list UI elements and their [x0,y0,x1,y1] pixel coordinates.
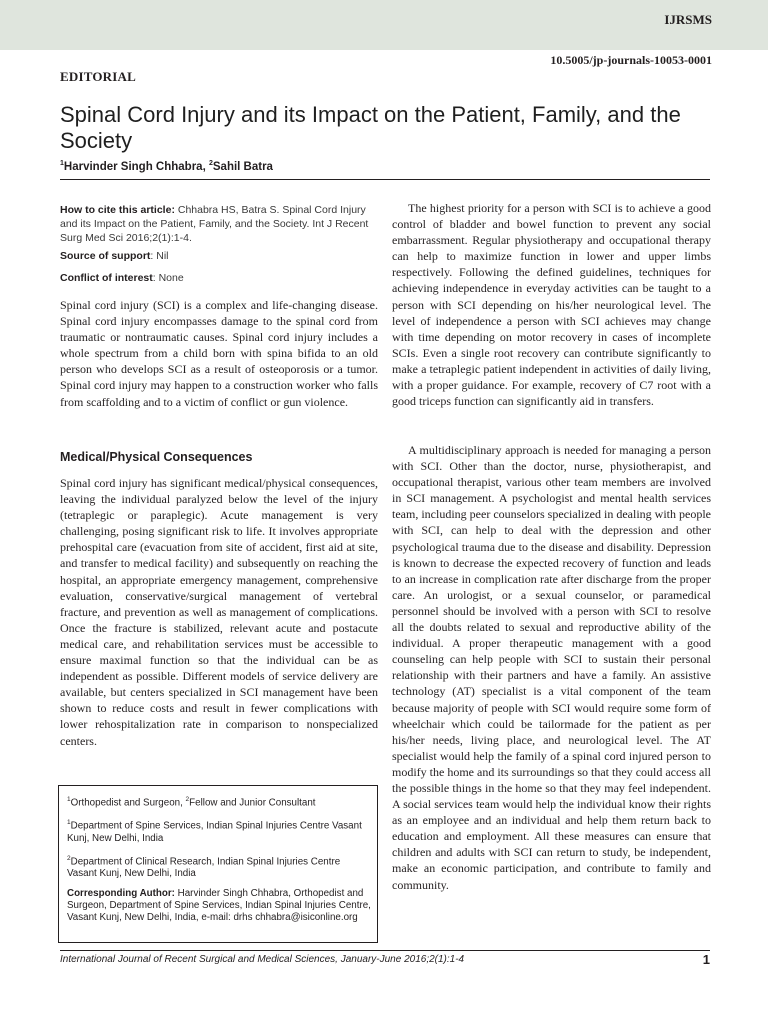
affiliation-text: Department of Spine Services, Indian Spinal Injuries Centre Vasant Kunj, New Delhi, India [67,820,362,844]
footer-journal: International Journal of Recent Surgical and Medical Sciences, January-June 2016;2(1):1-4 [60,954,465,965]
affiliation-1 [67,817,371,844]
role-text: Fellow and Junior Consultant [189,797,316,809]
authors [60,160,273,173]
doi[interactable]: 10.5005/jp-journals-10053-0001 [550,53,712,67]
conflict-of-interest [60,271,380,285]
citation-block [60,203,380,245]
article-title: Spinal Cord Injury and its Impact on the Patient, Family, and the Society [60,102,681,153]
journal-abbreviation: IJRSMS [664,12,712,27]
corresponding-author [67,888,371,924]
affiliation-roles [67,794,371,809]
affiliation-box [58,785,378,943]
source-of-support [60,249,380,263]
conflict-label: Conflict of interest [60,272,153,284]
page-number: 1 [702,952,710,967]
header-band [0,0,768,50]
corresponding-label: Corresponding Author: [67,887,175,899]
title-divider [60,179,710,180]
citation-label: How to cite this article: [60,204,175,216]
affil-mark: 2 [67,854,71,862]
author2-affil-mark: 2 [208,160,213,167]
support-value: : Nil [150,250,169,262]
footer-divider [60,950,710,951]
intro-paragraph: Spinal cord injury (SCI) is a complex and life-changing disease. Spinal cord injury encompasses damage to the spinal cord from traumatic or nontraumatic causes. Spinal cord injury includes a whole spectrum from a child born with spina bifida to an old person who develops SCI as a result of osteoporosis or a tumor. Spinal cord injury may happen to a construction worker who falls from scaffolding and to a victim of conflict or gun violence. [60,298,378,409]
affiliation-2 [67,853,371,880]
author2: Sahil Batra [212,160,273,173]
author1-affil-mark: 1 [60,160,64,167]
affil-mark: 1 [67,796,71,803]
conflict-value: : None [152,272,184,284]
support-label: Source of support [60,250,151,262]
citation-text: Chhabra HS, Batra S. Spinal Cord Injury and its Impact on the Patient, Family, and the Society. Int J Recent Surg Med Sci 2016;2(1):1-4. [60,204,369,244]
medical-paragraph: Spinal cord injury has significant medical/physical consequences, leaving the individual paralyzed below the level of the injury (tetraplegic or paraplegic). Acute management is very challenging, posing significant risk to life. It involves appropriate prehospital care (evacuation from site of accident, first aid at site, and transfer to medical facility) and subsequently on reaching the hospital, an appropriate emergency management, comprehensive evaluation, conservative/surgical management of vertebral fracture, and prevention as well as management of complications. Once the fracture is stabilized, relevant acute and postacute medical care, and rehabilitation services must be accessible to ensure maximal function so that the individual can be as independent as possible. Different models of service delivery are available, but centers specialized in SCI management have been shown to reduce costs and result in fewer complications with lower rehospitalization rate in comparison to nonspecialized centers. [60,476,378,748]
right-paragraph-1: The highest priority for a person with SCI is to achieve a good control of bladder and bowel function to prevent any social embarrassment. Regular physiotherapy and occupational therapy can help to maximize function in lower and upper limbs respectively. Following the defined guidelines, techniques for achieving independence in everyday activities can be taught to a person with SCI depending on his/her neurological level. The level of independence a person with SCI achieves may change with time depending on motor recovery in cases of incomplete SCIs. Even a single root recovery can contribute significantly to make a tetraplegic patient independent in activities of daily living, with a proper guidance. For example, recovery of C7 root with a good triceps function can significantly aid in transfers. [392,201,711,409]
corresponding-text: Harvinder Singh Chhabra, Orthopedist and Surgeon, Department of Spine Services, Indian Spinal Injuries Centre, Vasant Kunj, New Delhi, India, e-mail: drhs chhabra@isiconline.org [67,887,371,923]
affiliation-text: Department of Clinical Research, Indian Spinal Injuries Centre Vasant Kunj, New Delhi, India [67,855,341,879]
author1: Harvinder Singh Chhabra, [63,160,209,173]
right-paragraph-2: A multidisciplinary approach is needed for managing a person with SCI. Other than the doctor, nurse, physiotherapist, and occupational therapist, various other team members are involved in SCI management. A psychologist and mental health services team, including peer counselors specialized in dealing with people with SCI, can help to deal with the depression and other psychological trauma due to the disease and disability. Depression is known to decrease the expected recovery of function and leads to an increase in complication rate after discharge from the proper care. An urologist, or a sexual counselor, or paramedical personnel should be involved with a person with SCI to resolve all the doubts related to sexual and reproductive ability of the individual. A proper therapeutic management with a good counseling can help people with SCI to sustain their personal relationship with their partners and have a family. An assistive technology (AT) specialist is a vital component of the team because majority of people with SCI would require some form of wheelchair which could be tailormade for the patient as per his/her needs, living place, and neurological level. The AT specialist would help the family of a spinal cord injured person to modify the home and its surroundings so that they could access all the possible things in the home so that they may feel independent. A social services team would help the individual know their rights as an employee and an individual and help them return back to education and employment. All these measures can ensure that children and adults with SCI can return to study, be independent, make an economic participation, and contribute to family and community. [392,443,711,892]
section-heading-medical: Medical/Physical Consequences [60,450,253,464]
affil-mark: 2 [185,796,190,803]
affil-mark: 1 [67,819,71,827]
section-label: EDITORIAL [60,69,136,84]
role-text: Orthopedist and Surgeon, [70,797,186,809]
